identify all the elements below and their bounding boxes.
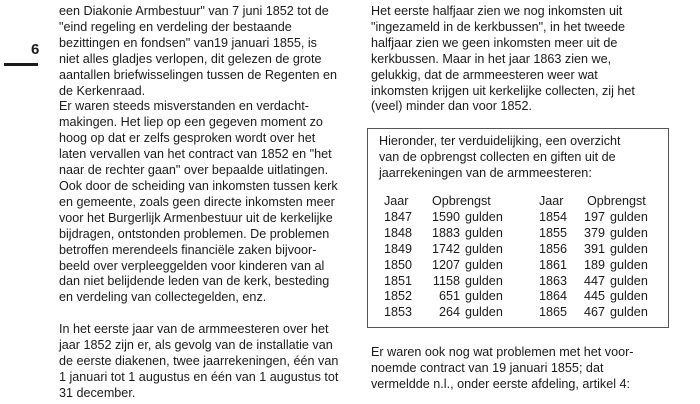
table-row — [539, 242, 651, 258]
table-row — [384, 226, 503, 242]
row-year: 1861 — [539, 257, 568, 272]
table-row — [384, 258, 503, 274]
table-row — [539, 289, 651, 305]
row-year: 1865 — [539, 305, 568, 320]
table-row — [384, 289, 503, 305]
row-unit: gulden — [610, 257, 648, 272]
revenue-table-left — [384, 194, 503, 321]
table-row — [384, 210, 503, 226]
row-unit: gulden — [465, 257, 503, 272]
header-amount: Opbrengst — [587, 194, 646, 208]
left-paragraph-1: een Diakonie Armbestuur" van 7 juni 1852 tot de "eind regeling en verdeling der bestaande bezittingen en fondsen" van19 januari 1855, is niet alles gladjes verlopen, dit gelezen de grote aantallen briefwisselingen tussen de Regenten en de Kerkenraad. Er waren steeds misverstanden en verdacht- makingen. Het liep op een gegeven moment zo hoog op dat er zelfs gesproken wordt over het laten vervallen van het contract van 1852 en "het naar de rechter gaan" over bepaalde uitlatingen. Ook door de scheiding van inkomsten tussen kerk en gemeente, zoals geen directe inkomsten meer voor het Burgerlijk Armenbestuur uit de kerkelijke bijdragen, ontstonden problemen. De problemen betroffen merendeels financiële zaken bijvoor- beeld over verpleeggelden voor kinderen van al dan niet belijdende leden van de kerk, besteding en verdeling van collectegelden, enz. — [59, 4, 338, 305]
row-year: 1854 — [539, 209, 568, 224]
row-amount: 379 — [583, 225, 605, 240]
header-year: Jaar — [539, 194, 564, 208]
header-amount: Opbrengst — [432, 194, 491, 208]
row-unit: gulden — [465, 273, 503, 288]
left-paragraph-2: In het eerste jaar van de armmeesteren over het jaar 1852 zijn er, als gevolg van de installatie van de eerste diakenen, twee jaarrekeningen, één van 1 januari tot 1 augustus en één van 1 augustus tot 31 december. — [59, 322, 339, 400]
row-unit: gulden — [465, 289, 503, 304]
row-amount: 1207 — [431, 257, 460, 272]
page-number: 6 — [31, 41, 40, 58]
table-row — [384, 274, 503, 290]
revenue-table-right — [539, 194, 651, 321]
row-unit: gulden — [465, 225, 503, 240]
page-number-rule — [4, 63, 38, 66]
left-column — [59, 4, 359, 402]
revenue-rows-right — [539, 210, 651, 321]
table-header-row — [539, 194, 651, 210]
row-year: 1848 — [384, 225, 413, 240]
row-amount: 1883 — [431, 225, 460, 240]
right-bottom-block — [371, 345, 677, 393]
row-unit: gulden — [465, 305, 503, 320]
row-year: 1851 — [384, 273, 413, 288]
table-row — [384, 242, 503, 258]
row-unit: gulden — [465, 209, 503, 224]
row-amount: 1590 — [431, 209, 460, 224]
row-amount: 445 — [583, 289, 605, 304]
row-year: 1852 — [384, 289, 413, 304]
table-row — [539, 305, 651, 321]
right-top-paragraph: Het eerste halfjaar zien we nog inkomsten uit "ingezameld in de kerkbussen", in het tweede halfjaar zien we geen inkomsten meer uit de kerkbussen. Maar in het jaar 1863 zien we, gelukkig, dat de armmeesteren weer wat inkomsten krijgen uit kerkelijke collecten, zij het (veel) minder dan voor 1852. — [371, 4, 635, 114]
row-amount: 189 — [583, 257, 605, 272]
table-header-row — [384, 194, 503, 210]
row-year: 1863 — [539, 273, 568, 288]
row-amount: 467 — [583, 305, 605, 320]
row-year: 1847 — [384, 209, 413, 224]
revenue-rows-left — [384, 210, 503, 321]
row-amount: 651 — [438, 289, 460, 304]
row-amount: 1158 — [432, 273, 460, 288]
row-amount: 197 — [583, 209, 605, 224]
table-row — [539, 226, 651, 242]
row-unit: gulden — [465, 241, 503, 256]
row-year: 1849 — [384, 241, 413, 256]
row-unit: gulden — [610, 273, 648, 288]
row-year: 1855 — [539, 225, 568, 240]
row-amount: 391 — [583, 241, 605, 256]
table-row — [539, 274, 651, 290]
right-column — [371, 4, 677, 115]
header-year: Jaar — [384, 194, 409, 208]
row-amount: 1742 — [431, 241, 460, 256]
row-amount: 447 — [583, 273, 605, 288]
row-year: 1856 — [539, 241, 568, 256]
right-bottom-paragraph: Er waren ook nog wat problemen met het voor- noemde contract van 19 januari 1855; dat vermeldde n.l., onder eerste afdeling, artikel 4: — [371, 345, 634, 391]
table-row — [539, 210, 651, 226]
row-unit: gulden — [610, 209, 648, 224]
table-row — [384, 305, 503, 321]
row-amount: 264 — [438, 305, 460, 320]
row-year: 1853 — [384, 305, 413, 320]
box-intro: Hieronder, ter verduidelijking, een overzicht van de opbrengst collecten en giften uit de jaarrekeningen van de armmeesteren: — [379, 134, 621, 180]
collections-overview-box — [367, 128, 669, 328]
row-unit: gulden — [610, 241, 648, 256]
row-unit: gulden — [610, 305, 648, 320]
row-year: 1850 — [384, 257, 413, 272]
table-row — [539, 258, 651, 274]
row-unit: gulden — [610, 289, 648, 304]
row-year: 1864 — [539, 289, 568, 304]
row-unit: gulden — [610, 225, 648, 240]
